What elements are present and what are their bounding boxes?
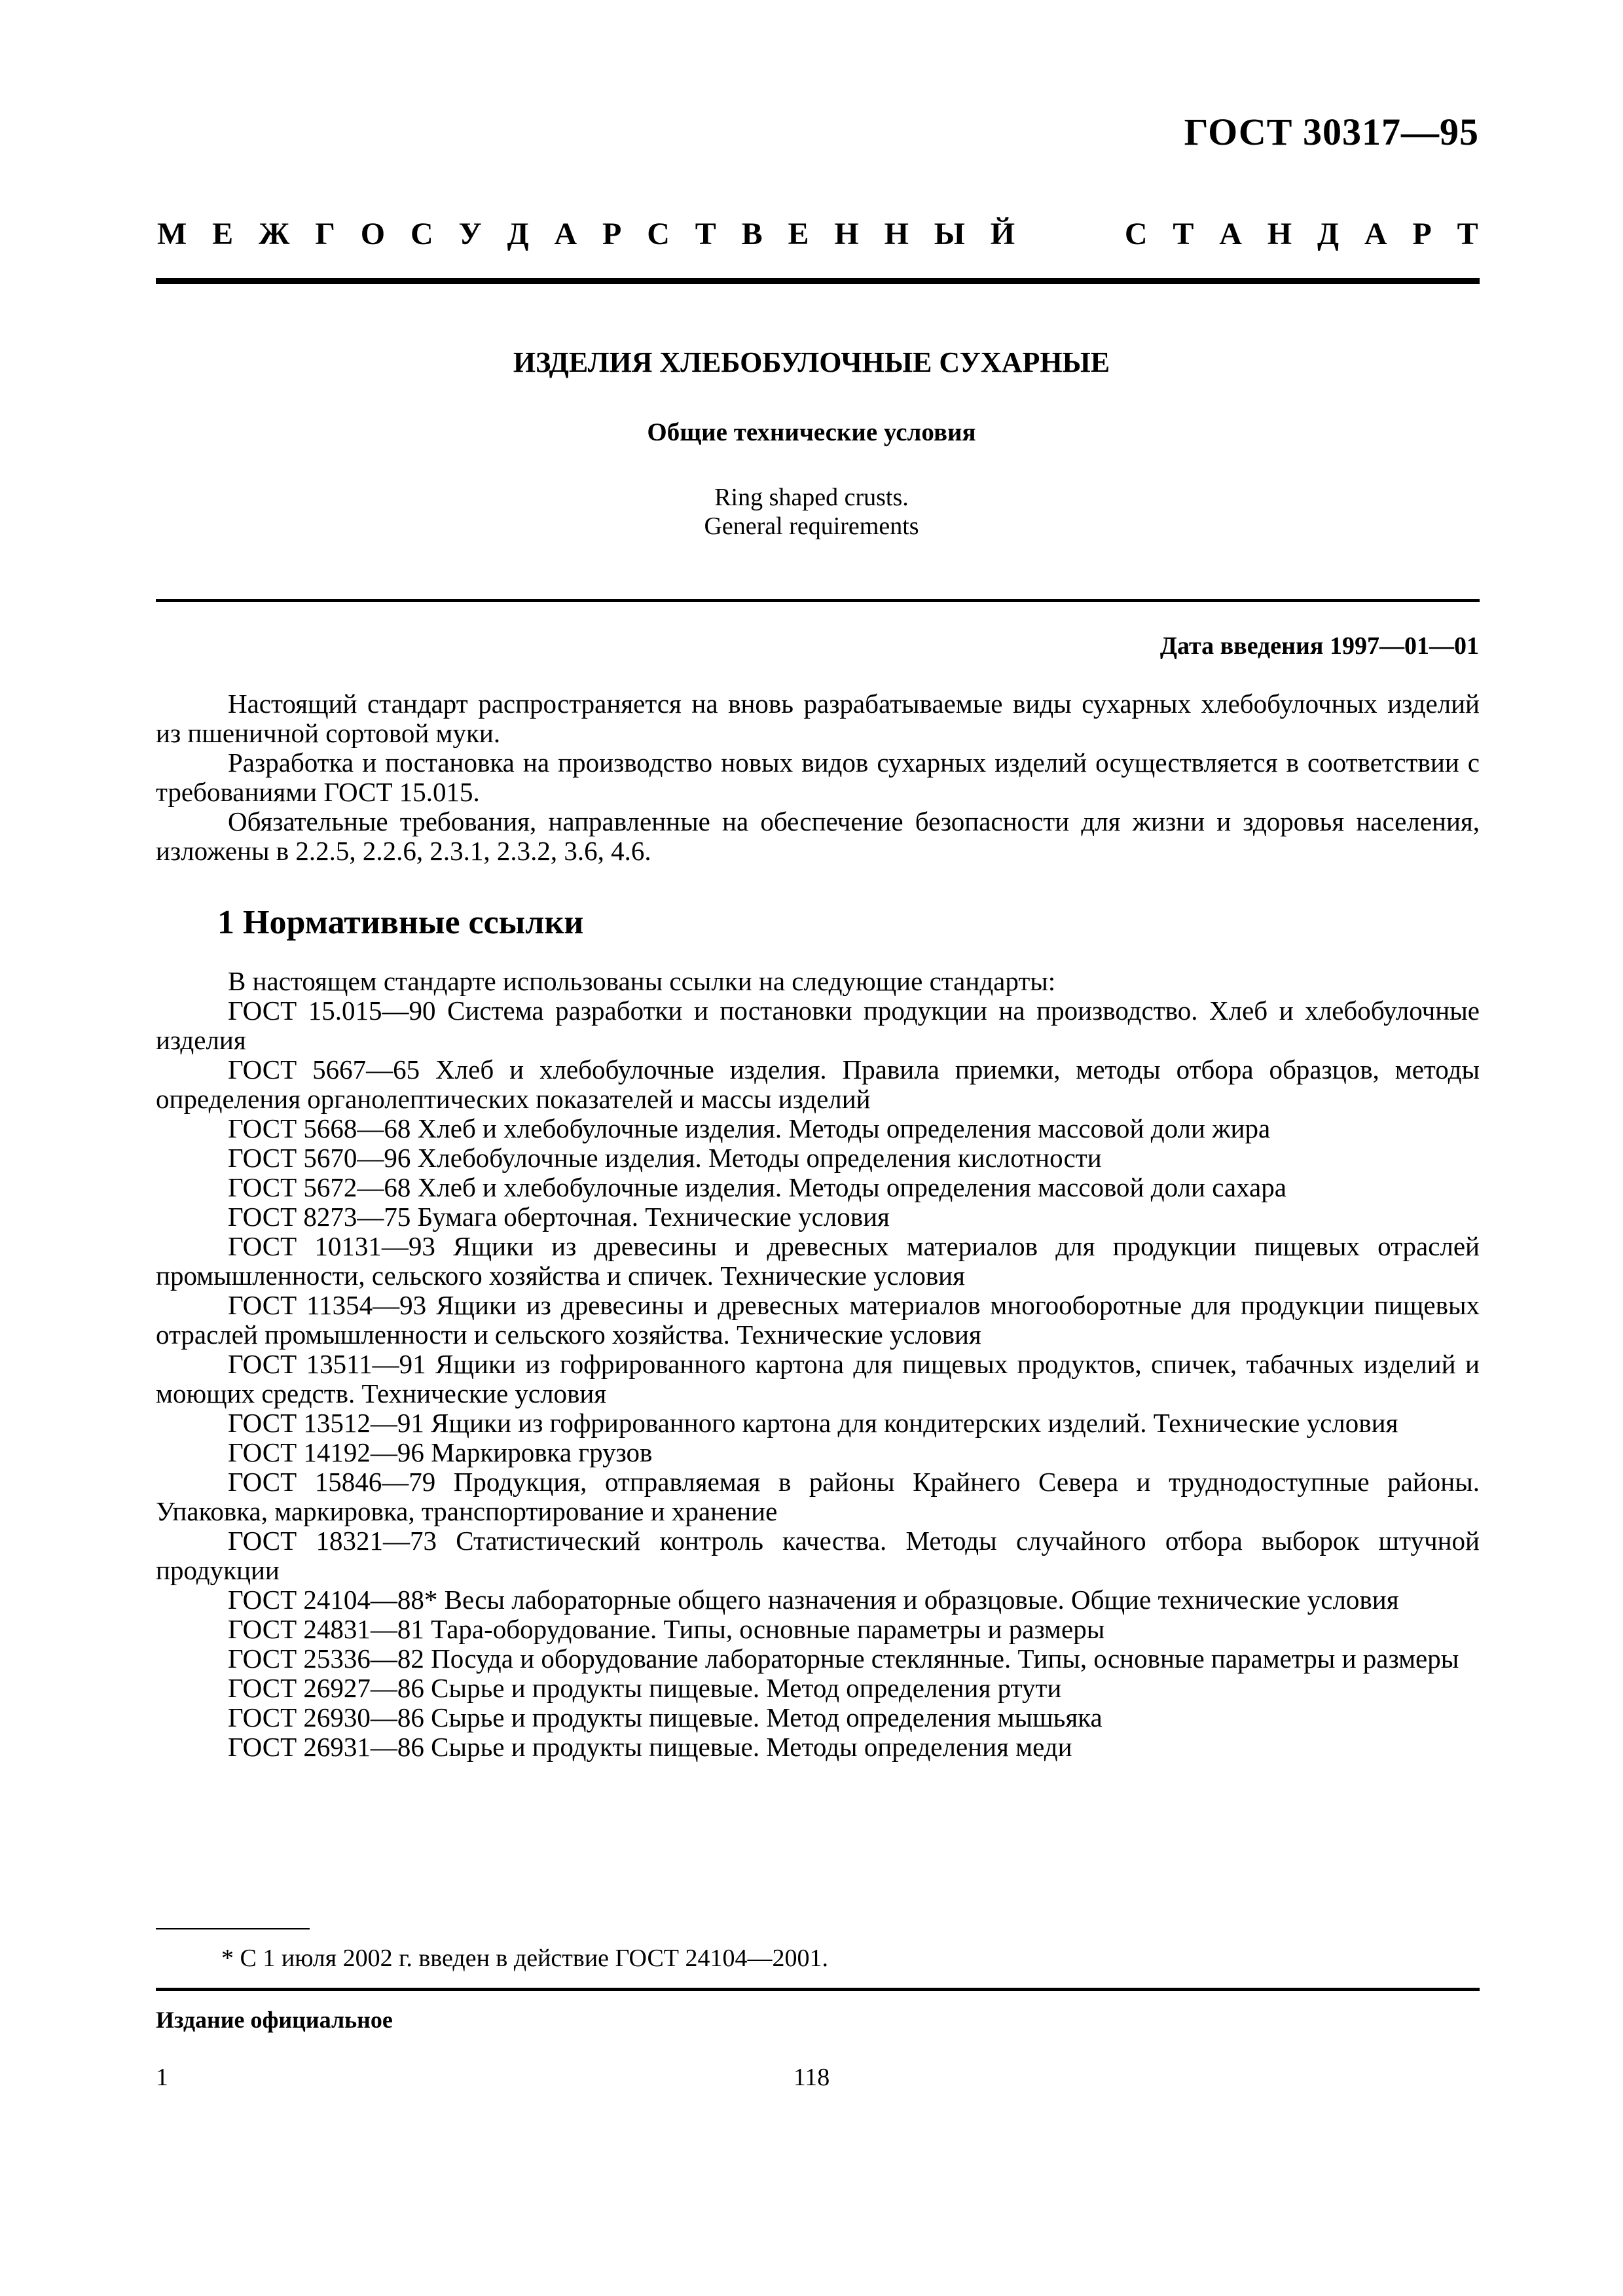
official-edition-label: Издание официальное [156, 2007, 393, 2033]
reference-item: ГОСТ 26927—86 Сырье и продукты пищевые. Метод определения ртути [228, 1673, 1062, 1703]
footnote-divider [156, 1928, 310, 1929]
references-list [156, 967, 1480, 1762]
sheet-number: 1 [156, 2064, 168, 2091]
reference-item: ГОСТ 15.015—90 Система разработки и постановки продукции на производство. Хлеб и хлебобулочные изделия [156, 996, 1480, 1055]
header-divider [156, 278, 1480, 284]
standard-word-letter: Д [1317, 217, 1340, 251]
interstate-word-letter: О [360, 217, 386, 251]
interstate-word-letter: Н [884, 217, 909, 251]
english-title-line2: General requirements [704, 512, 919, 540]
interstate-word-letter: М [157, 217, 187, 251]
reference-item: ГОСТ 5668—68 Хлеб и хлебобулочные изделия. Методы определения массовой доли жира [228, 1113, 1271, 1143]
interstate-word-letter: Ы [934, 217, 965, 251]
standard-word-letter: Р [1412, 217, 1432, 251]
introduction-date: Дата введения 1997—01—01 [1159, 632, 1479, 660]
reference-item: ГОСТ 26930—86 Сырье и продукты пищевые. Метод определения мышьяка [228, 1702, 1103, 1732]
interstate-word-letter: Е [212, 217, 234, 251]
document-title: ИЗДЕЛИЯ ХЛЕБОБУЛОЧНЫЕ СУХАРНЫЕ [513, 346, 1110, 378]
intro-paragraph: Настоящий стандарт распространяется на вновь разрабатываемые виды сухарных хлебобулочных изделий из пшеничной сортовой муки. [156, 689, 1480, 748]
interstate-word-letter: Д [507, 217, 529, 251]
footer-divider [156, 1988, 1480, 1991]
interstate-word-letter: В [741, 217, 763, 251]
standard-word-letter: А [1219, 217, 1242, 251]
interstate-word-letter: Н [834, 217, 859, 251]
reference-item: ГОСТ 5670—96 Хлебобулочные изделия. Методы определения кислотности [228, 1143, 1102, 1173]
section-heading: 1 Нормативные ссылки [217, 904, 584, 941]
footnote [156, 1944, 1480, 1973]
references-lead: В настоящем стандарте использованы ссылки на следующие стандарты: [228, 966, 1056, 996]
reference-item: ГОСТ 10131—93 Ящики из древесины и древесных материалов для продукции пищевых отраслей промышленности, сельского хозяйства и спичек. Технические условия [156, 1231, 1480, 1291]
interstate-word-letter: Г [315, 217, 335, 251]
english-title [0, 483, 1623, 541]
intro-section [156, 689, 1480, 866]
reference-item: ГОСТ 24831—81 Тара-оборудование. Типы, основные параметры и размеры [228, 1614, 1105, 1644]
reference-item: ГОСТ 24104—88* Весы лабораторные общего назначения и образцовые. Общие технические условия [228, 1585, 1399, 1615]
reference-item: ГОСТ 14192—96 Маркировка грузов [228, 1437, 653, 1467]
interstate-word-letter: С [647, 217, 670, 251]
reference-item: ГОСТ 26931—86 Сырье и продукты пищевые. Методы определения меди [228, 1732, 1072, 1762]
english-title-line1: Ring shaped crusts. [714, 484, 909, 511]
document-code: ГОСТ 30317—95 [1184, 111, 1479, 153]
reference-item: ГОСТ 5667—65 Хлеб и хлебобулочные изделия. Правила приемки, методы отбора образцов, методы определения органолептических показателей и массы изделий [156, 1054, 1480, 1114]
interstate-word-letter: Ж [259, 217, 290, 251]
standard-word-letter: Т [1457, 217, 1478, 251]
standard-word-letter: Н [1267, 217, 1292, 251]
interstate-word-letter: Т [695, 217, 716, 251]
footnote-text: * С 1 июля 2002 г. введен в действие ГОСТ 24104—2001. [221, 1945, 829, 1972]
interstate-word-letter: Е [788, 217, 809, 251]
reference-item: ГОСТ 15846—79 Продукция, отправляемая в районы Крайнего Севера и труднодоступные районы. Упаковка, маркировка, транспортирование и хранение [156, 1467, 1480, 1526]
interstate-word-letter: Р [602, 217, 622, 251]
title-divider [156, 599, 1480, 602]
reference-item: ГОСТ 11354—93 Ящики из древесины и древесных материалов многооборотные для продукции пищевых отраслей промышленности и сельского хозяйства. Технические условия [156, 1290, 1480, 1350]
reference-item: ГОСТ 25336—82 Посуда и оборудование лабораторные стеклянные. Типы, основные параметры и размеры [228, 1643, 1459, 1674]
reference-item: ГОСТ 8273—75 Бумага оберточная. Технические условия [228, 1202, 890, 1232]
interstate-word-letter: А [554, 217, 577, 251]
standard-word-letter: Т [1173, 217, 1194, 251]
page-number: 118 [793, 2064, 830, 2091]
interstate-word-letter: У [458, 217, 482, 251]
reference-item: ГОСТ 13512—91 Ящики из гофрированного картона для кондитерских изделий. Технические условия [228, 1408, 1398, 1438]
document-subtitle: Общие технические условия [647, 418, 976, 446]
interstate-word-letter: Й [990, 217, 1015, 251]
intro-paragraph: Обязательные требования, направленные на обеспечение безопасности для жизни и здоровья населения, изложены в 2.2.5, 2.2.6, 2.3.1, 2.3.2, 3.6, 4.6. [156, 806, 1480, 866]
reference-item: ГОСТ 18321—73 Статистический контроль качества. Методы случайного отбора выборок штучной продукции [156, 1526, 1480, 1585]
interstate-word-letter: С [410, 217, 433, 251]
standard-word-letter: С [1124, 217, 1148, 251]
interstate-standard-banner [157, 216, 1478, 252]
word-gap [1040, 216, 1099, 252]
reference-item: ГОСТ 5672—68 Хлеб и хлебобулочные изделия. Методы определения массовой доли сахара [228, 1172, 1286, 1202]
intro-paragraph: Разработка и постановка на производство новых видов сухарных изделий осуществляется в соответствии с требованиями ГОСТ 15.015. [156, 747, 1480, 807]
standard-word-letter: А [1364, 217, 1387, 251]
reference-item: ГОСТ 13511—91 Ящики из гофрированного картона для пищевых продуктов, спичек, табачных изделий и моющих средств. Технические условия [156, 1349, 1480, 1408]
